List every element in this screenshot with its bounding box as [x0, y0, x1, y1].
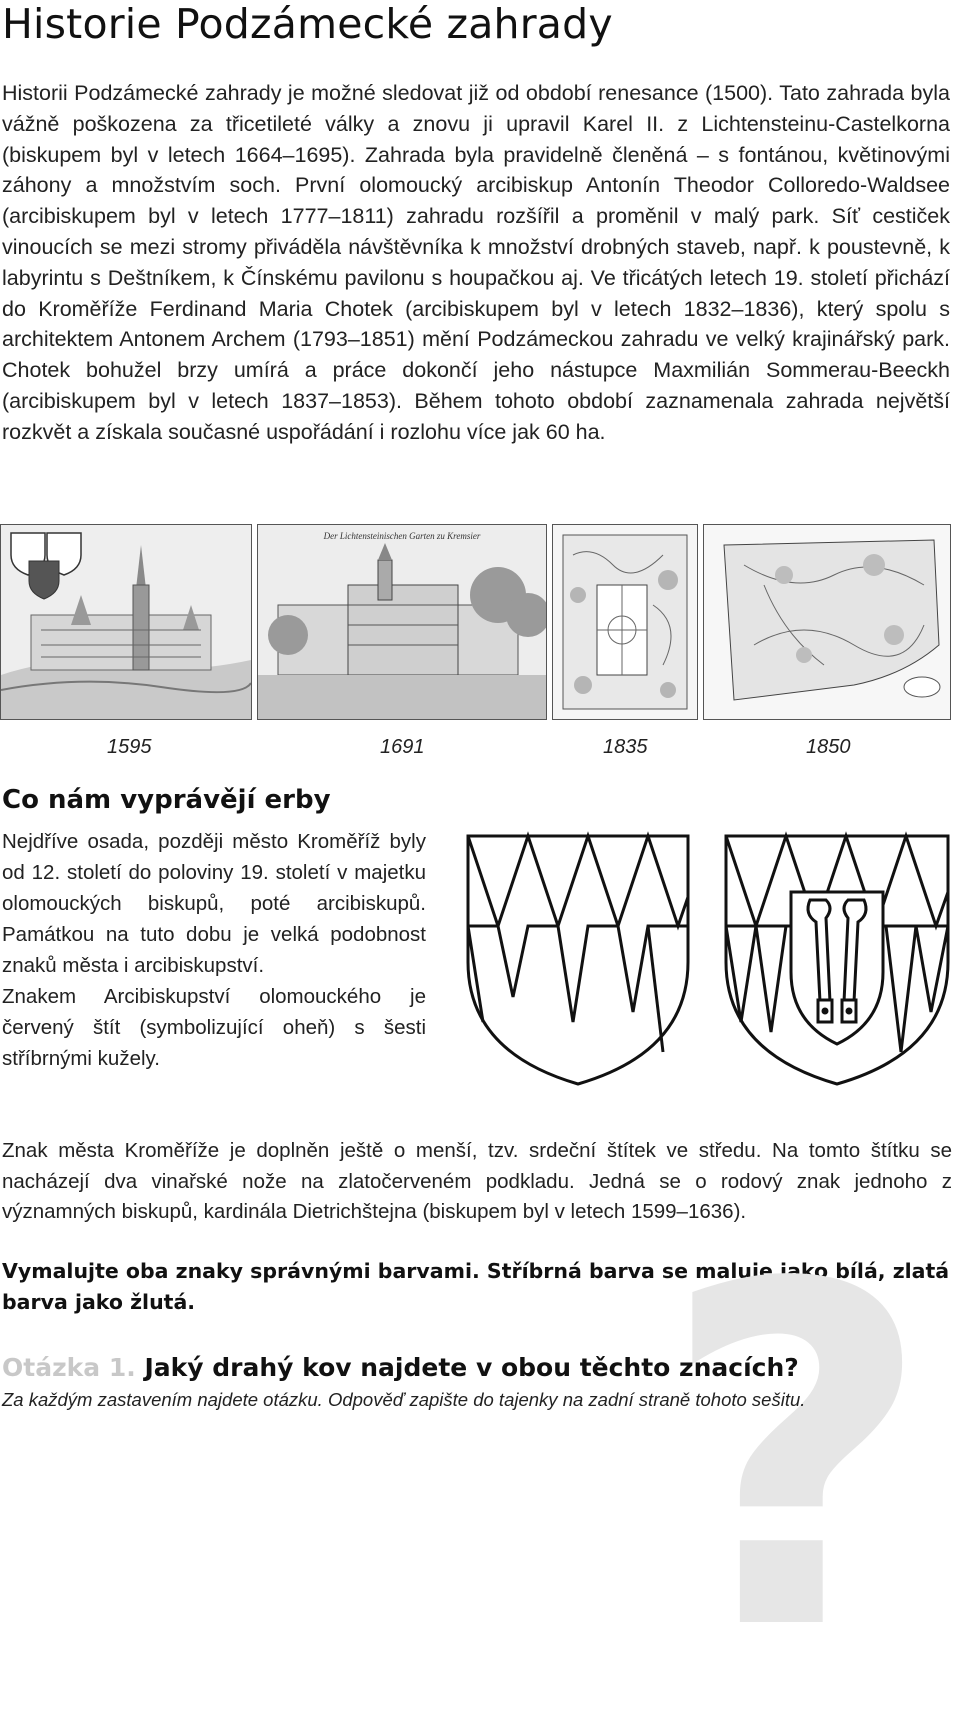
year-label: 1850 — [806, 736, 851, 758]
question-note: Za každým zastavením najdete otázku. Odpověď zapište do tajenky na zadní straně tohoto sešitu. — [2, 1389, 806, 1410]
year-label: 1835 — [603, 736, 648, 758]
engraving-caption: Der Lichtensteinischen Garten zu Kremsier — [323, 531, 481, 541]
year-label: 1691 — [380, 736, 425, 758]
question-heading — [2, 1350, 799, 1386]
section-title: Co nám vyprávějí erby — [2, 785, 331, 815]
engraving-1595-image — [0, 524, 252, 720]
coat-of-arms-text — [2, 826, 426, 1074]
year-label: 1595 — [107, 736, 152, 758]
historical-images-row — [0, 524, 960, 720]
question-mark-icon: ? — [660, 1186, 933, 1733]
park-plan-1850-image — [703, 524, 951, 720]
question-label: Otázka 1. — [2, 1353, 136, 1382]
coloring-task: Vymalujte oba znaky správnými barvami. Stříbrná barva se maluje jako bílá, zlatá barva jako žlutá. — [2, 1259, 950, 1314]
city-arms-paragraph: Znak města Kroměříže je doplněn ještě o menší, tzv. srdeční štítek ve středu. Na tomto štítku se nacházejí dva vinařské nože na zlatočerveném podkladu. Jedná se o rodový znak jednoho z významných biskupů, kardinála Dietrichštejna (biskupem byl v letech 1599–1636). — [2, 1139, 952, 1223]
archbishopric-shield-icon — [468, 836, 688, 1084]
kromeriz-city-shield-icon — [726, 836, 948, 1084]
page-title: Historie Podzámecké zahrady — [2, 0, 613, 48]
coat-of-arms-figures — [458, 822, 958, 1092]
engraving-1691-image — [257, 524, 547, 720]
image-years — [0, 736, 960, 764]
coat-paragraph: Nejdříve osada, později město Kroměříž byly od 12. století do poloviny 19. století v majetku olomouckých biskupů, poté arcibiskupů. Památkou na tuto dobu je velká podobnost znaků města i arcibiskupství. — [2, 830, 426, 977]
intro-paragraph: Historii Podzámecké zahrady je možné sledovat již od období renesance (1500). Tato zahrada byla vážně poškozena za třicetileté války a znovu ji upravil Karel II. z Lichtensteinu-Castelkorna (biskupem byl v letech 1664–1695). Zahrada byla pravidelně členěná – s fontánou, květinovými záhony a množstvím soch. První olomoucký arcibiskup Antonín Theodor Colloredo-Waldsee (arcibiskupem byl v letech 1777–1811) zahradu rozšířil a proměnil v malý park. Síť cestiček vinoucích se mezi stromy přiváděla návštěvníka k množství drobných staveb, např. k poustevně, k labyrintu s Deštníkem, k Čínskému pavilonu s houpačkou aj. Ve třicátých letech 19. století přichází do Kroměříže Ferdinand Maria Chotek (arcibiskupem byl v letech 1832–1836), který spolu s architektem Antonem Archem (1793–1851) mění Podzámeckou zahradu ve velký krajinářský park. Chotek bohužel brzy umírá a práce dokončí jeho nástupce Maxmilián Sommerau-Beeckh (arcibiskupem byl v letech 1837–1853). Během tohoto období zaznamenala zahrada největší rozkvět a získala současné uspořádání i rozlohu více jak 60 ha. — [2, 81, 950, 444]
question-text: Jaký drahý kov najdete v obou těchto znacích? — [144, 1353, 799, 1382]
garden-plan-1835-image — [552, 524, 698, 720]
coat-paragraph: Znakem Arcibiskupství olomouckého je červený štít (symbolizující oheň) s šesti stříbrnými kužely. — [2, 985, 426, 1070]
